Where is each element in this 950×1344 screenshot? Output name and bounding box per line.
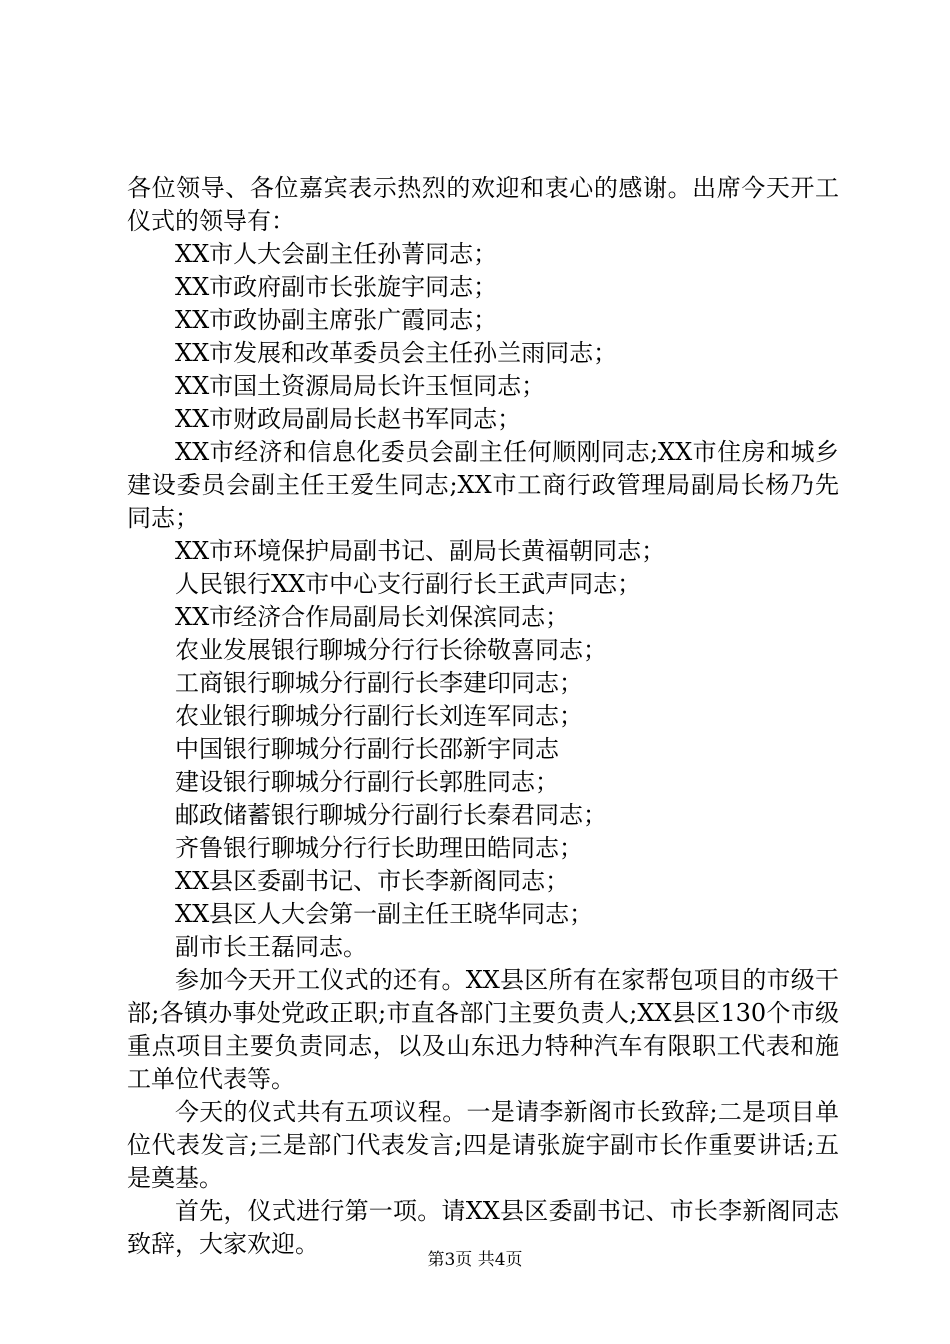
paragraph: 各位领导、各位嘉宾表示热烈的欢迎和衷心的感谢。出席今天开工仪式的领导有： [127,174,839,235]
paragraph: XX市环境保护局副书记、副局长黄福朝同志； [175,537,666,565]
paragraph: XX市经济合作局副局长刘保滨同志； [175,603,570,631]
page-footer: 第3页 共4页 [427,1250,523,1270]
paragraph: 农业发展银行聊城分行行长徐敬喜同志； [175,636,607,664]
paragraph: XX市经济和信息化委员会副主任何顺刚同志;XX市住房和城乡建设委员会副主任王爱生同志;XX市工商行政管理局副局长杨乃先同志； [127,438,839,532]
paragraph: XX市政协副主席张广霞同志； [175,306,498,334]
paragraph: 齐鲁银行聊城分行行长助理田皓同志； [175,834,583,862]
paragraph: XX县区委副书记、市长李新阁同志； [175,867,570,895]
paragraph: XX县区人大会第一副主任王晓华同志； [175,900,594,928]
paragraph: XX市发展和改革委员会主任孙兰雨同志； [175,339,618,367]
paragraph: 邮政储蓄银行聊城分行副行长秦君同志； [175,801,607,829]
paragraph: 中国银行聊城分行副行长邵新宇同志 [175,735,559,763]
paragraph: 农业银行聊城分行副行长刘连军同志； [175,702,583,730]
paragraph: 工商银行聊城分行副行长李建印同志； [175,669,583,697]
paragraph: 人民银行XX市中心支行副行长王武声同志； [175,570,642,598]
paragraph: 首先，仪式进行第一项。请XX县区委副书记、市长李新阁同志致辞，大家欢迎。 [127,1197,839,1258]
paragraph: XX市人大会副主任孙菁同志； [175,240,498,268]
paragraph: 今天的仪式共有五项议程。一是请李新阁市长致辞;二是项目单位代表发言;三是部门代表发言;四是请张旋宇副市长作重要讲话;五是奠基。 [127,1098,839,1192]
paragraph: 参加今天开工仪式的还有。XX县区所有在家帮包项目的市级干部;各镇办事处党政正职;市直各部门主要负责人;XX县区130个市级重点项目主要负责同志，以及山东迅力特种汽车有限职工代表和施工单位代表等。 [127,966,839,1093]
document-body [127,172,839,1261]
paragraph: 副市长王磊同志。 [175,933,367,961]
paragraph: 建设银行聊城分行副行长郭胜同志； [175,768,559,796]
paragraph: XX市财政局副局长赵书军同志； [175,405,522,433]
paragraph: XX市政府副市长张旋宇同志； [175,273,498,301]
paragraph: XX市国土资源局局长许玉恒同志； [175,372,546,400]
